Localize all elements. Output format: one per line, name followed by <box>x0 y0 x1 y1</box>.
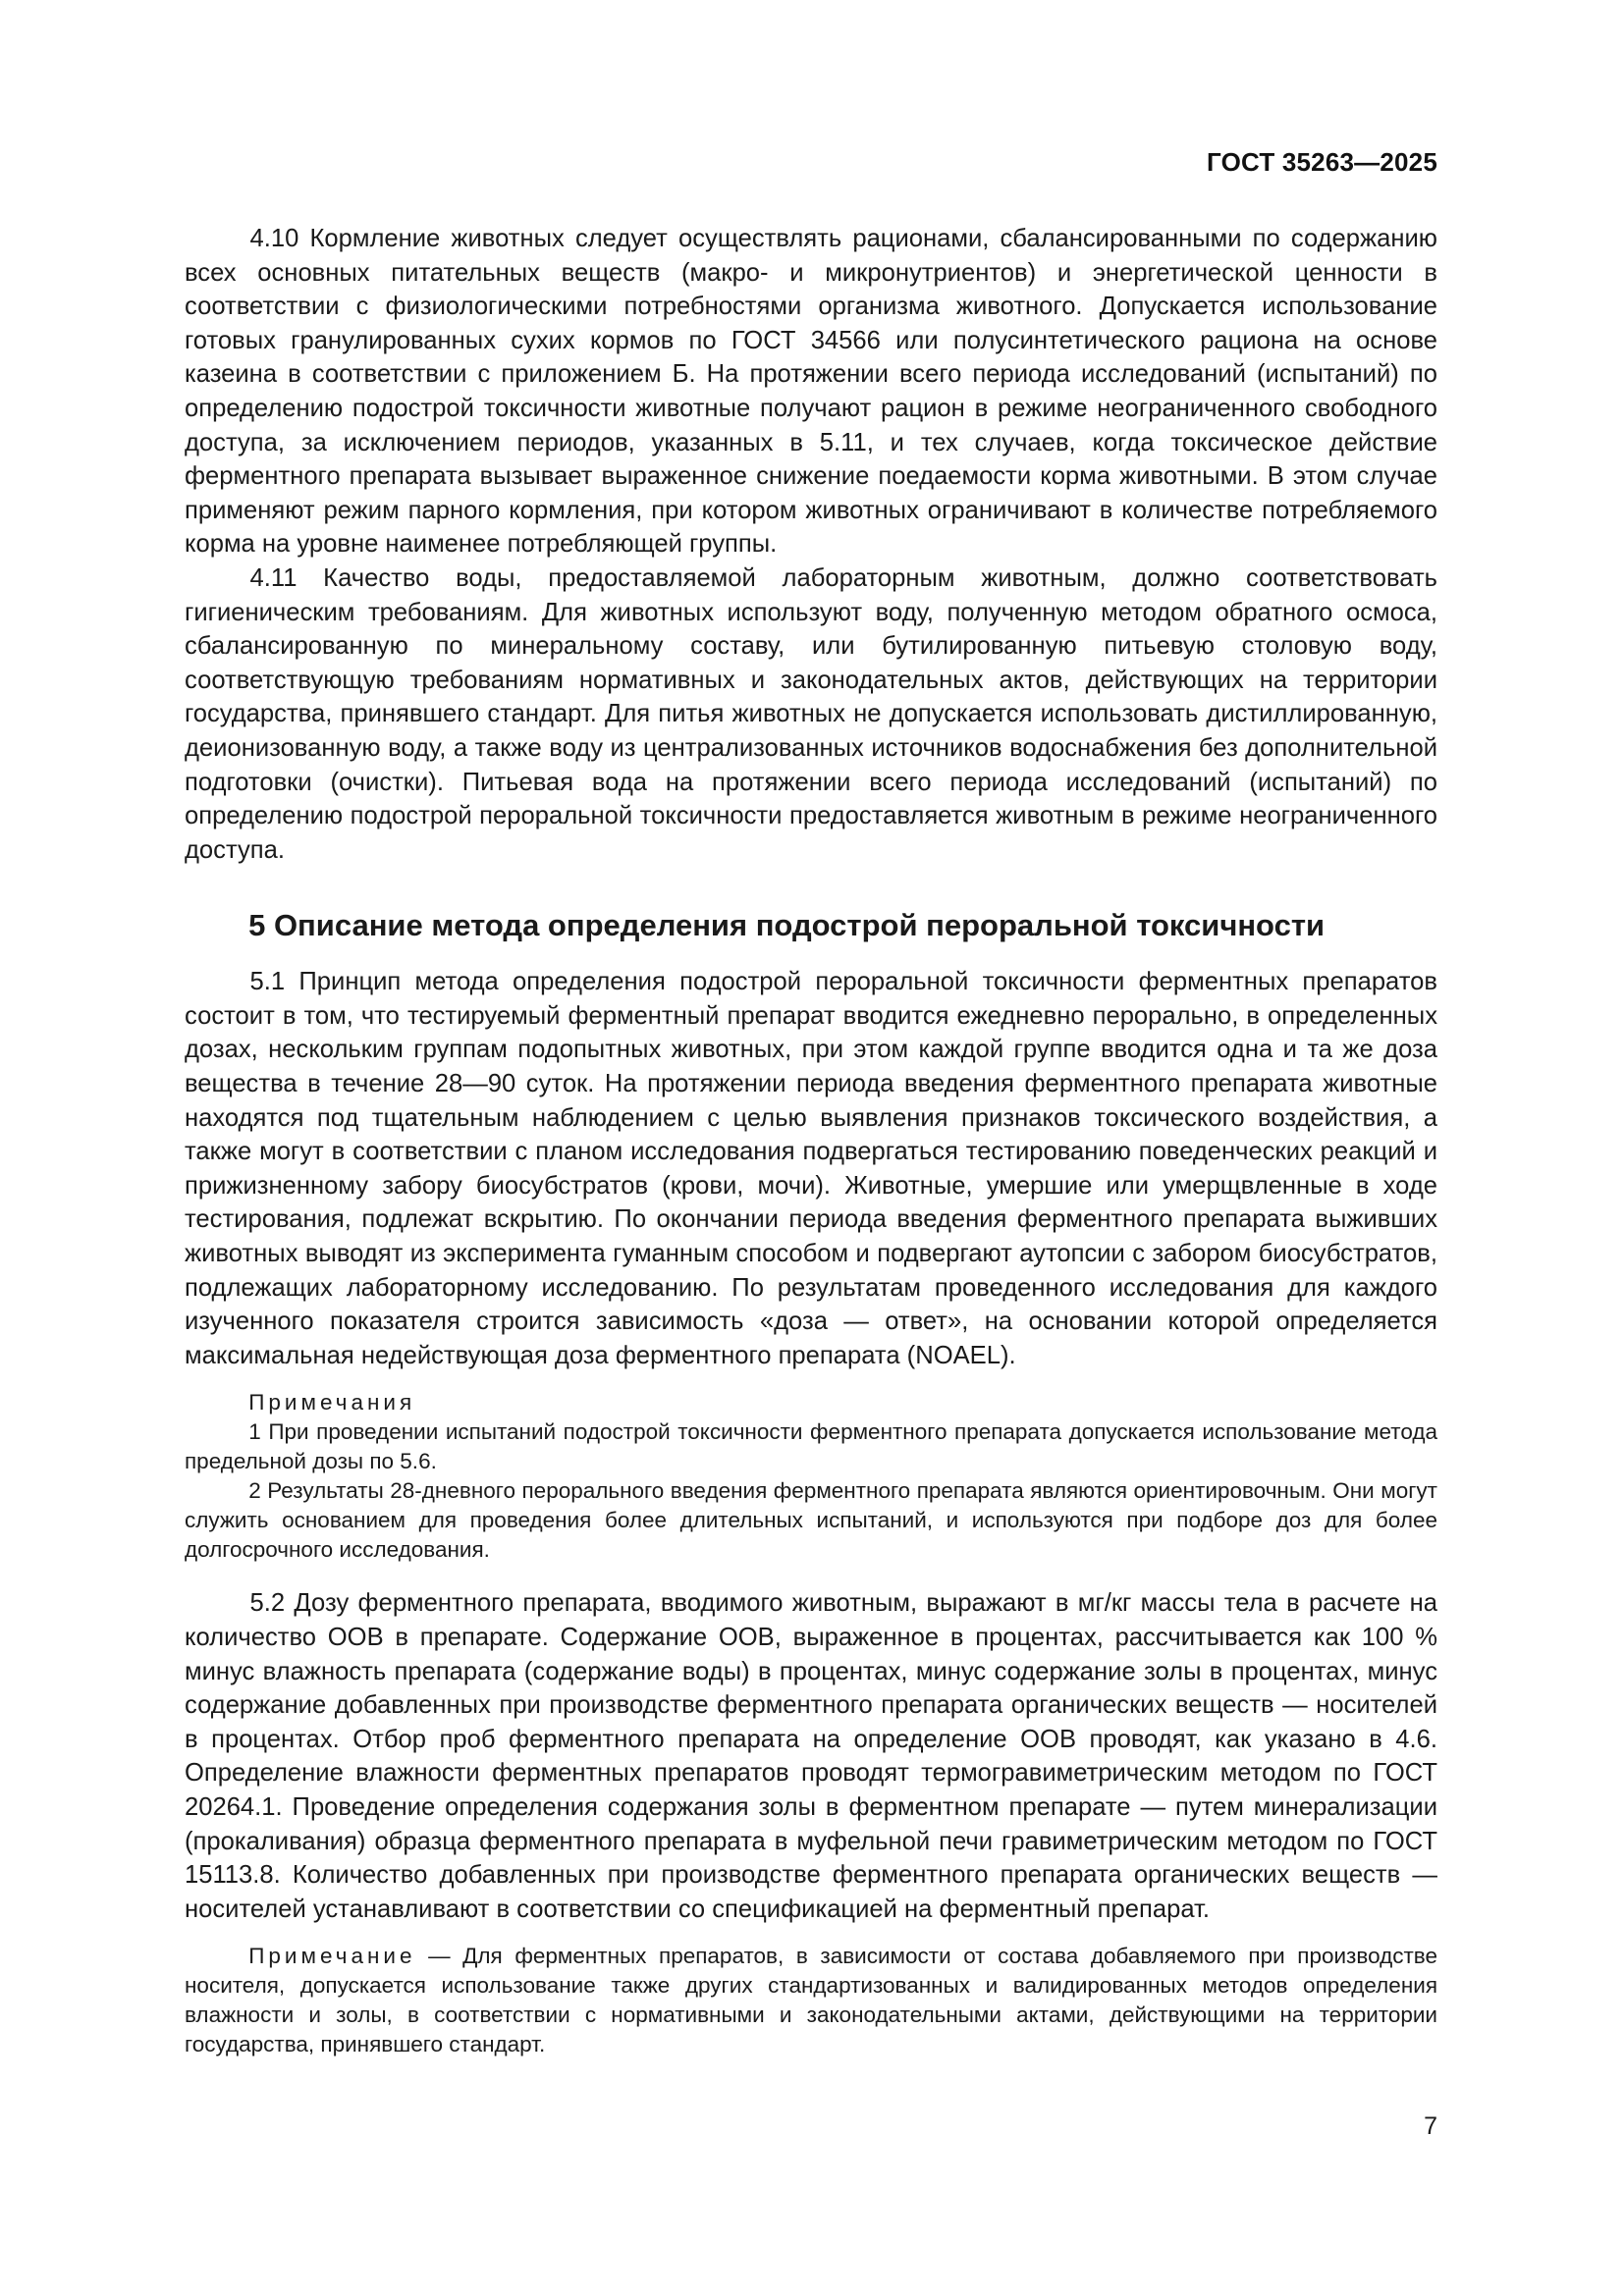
note-text: — Для ферментных препаратов, в зависимости от состава добавляемого при производстве носителя, допускается использование также других стандартизованных и валидированных методов определения влажности и золы, в соответствии с нормативными и законодательными актами, действующими на территории государства, принявшего стандарт. <box>185 1944 1437 2057</box>
page-content <box>185 222 1437 2059</box>
section-5-heading: 5 Описание метода определения подострой пероральной токсичности <box>248 908 1326 943</box>
paragraph-4-11: 4.11 Качество воды, предоставляемой лабораторным животным, должно соответствовать гигиеническим требованиям. Для животных используют воду, полученную методом обратного осмоса, сбалансированную по минеральному составу, или бутилированную питьевую столовую воду, соответствующую требованиям нормативных и законодательных актов, действующих на территории государства, принявшего стандарт. Для питья животных не допускается использовать дистиллированную, деионизованную воду, а также воду из централизованных источников водоснабжения без дополнительной подготовки (очистки). Питьевая вода на протяжении всего периода исследований (испытаний) по определению подострой пероральной токсичности предоставляется животным в режиме неограниченного доступа. <box>185 563 1437 864</box>
paragraph-5-1: 5.1 Принцип метода определения подострой пероральной токсичности ферментных препаратов состоит в том, что тестируемый ферментный препарат вводится ежедневно перорально, в определенных дозах, нескольким группам подопытных животных, при этом каждой группе вводится одна и та же доза вещества в течение 28—90 суток. На протяжении периода введения ферментного препарата животные находятся под тщательным наблюдением с целью выявления признаков токсического воздействия, а также могут в соответствии с планом исследования подвергаться тестированию поведенческих реакций и прижизненному забору биосубстратов (крови, мочи). Животные, умершие или умерщвленные в ходе тестирования, подлежат вскрытию. По окончании периода введения ферментного препарата выживших животных выводят из эксперимента гуманным способом и подвергают аутопсии с забором биосубстратов, подлежащих лабораторному исследованию. По результатам проведенного исследования для каждого изученного показателя строится зависимость «доза — ответ», на основании которой определяется максимальная недействующая доза ферментного препарата (NOAEL). <box>185 968 1437 1369</box>
note-1: 1 При проведении испытаний подострой токсичности ферментного препарата допускается использование метода предельной дозы по 5.6. <box>185 1419 1437 1474</box>
note-label: Примечание <box>248 1944 416 1969</box>
notes-block-2 <box>185 1942 1437 2059</box>
notes-title: Примечания <box>248 1390 416 1415</box>
notes-block-1 <box>185 1388 1437 1565</box>
note-2: 2 Результаты 28-дневного перорального введения ферментного препарата являются ориентировочным. Они могут служить основанием для проведения более длительных испытаний, и используются при подборе доз для более долгосрочного исследования. <box>185 1478 1437 1563</box>
paragraph-5-2: 5.2 Дозу ферментного препарата, вводимого животным, выражают в мг/кг массы тела в расчете на количество ООВ в препарате. Содержание ООВ, выраженное в процентах, рассчитывается как 100 % минус влажность препарата (содержание воды) в процентах, минус содержание золы в процентах, минус содержание добавленных при производстве ферментного препарата органических веществ — носителей в процентах. Отбор проб ферментного препарата на определение ООВ проводят, как указано в 4.6. Определение влажности ферментных препаратов проводят термогравиметрическим методом по ГОСТ 20264.1. Проведение определения содержания золы в ферментном препарате — путем минерализации (прокаливания) образца ферментного препарата в муфельной печи гравиметрическим методом по ГОСТ 15113.8. Количество добавленных при производстве ферментного препарата органических веществ — носителей устанавливают в соответствии со спецификацией на ферментный препарат. <box>185 1589 1437 1923</box>
document-code-header: ГОСТ 35263—2025 <box>1207 147 1437 177</box>
spacer <box>185 1565 1437 1586</box>
paragraph-4-10: 4.10 Кормление животных следует осуществлять рационами, сбалансированными по содержанию всех основных питательных веществ (макро- и микронутриентов) и энергетической ценности в соответствии с физиологическими потребностями организма животного. Допускается использование готовых гранулированных сухих кормов по ГОСТ 34566 или полусинтетического рациона на основе казеина в соответствии с приложением Б. На протяжении всего периода исследований (испытаний) по определению подострой токсичности животные получают рацион в режиме неограниченного свободного доступа, за исключением периодов, указанных в 5.11, и тех случаев, когда токсическое действие ферментного препарата вызывает выраженное снижение поедаемости корма животными. В этом случае применяют режим парного кормления, при котором животных ограничивают в количестве потребляемого корма на уровне наименее потребляющей группы. <box>185 225 1437 559</box>
note-single <box>185 1942 1437 2059</box>
page-number: 7 <box>1424 2112 1437 2140</box>
